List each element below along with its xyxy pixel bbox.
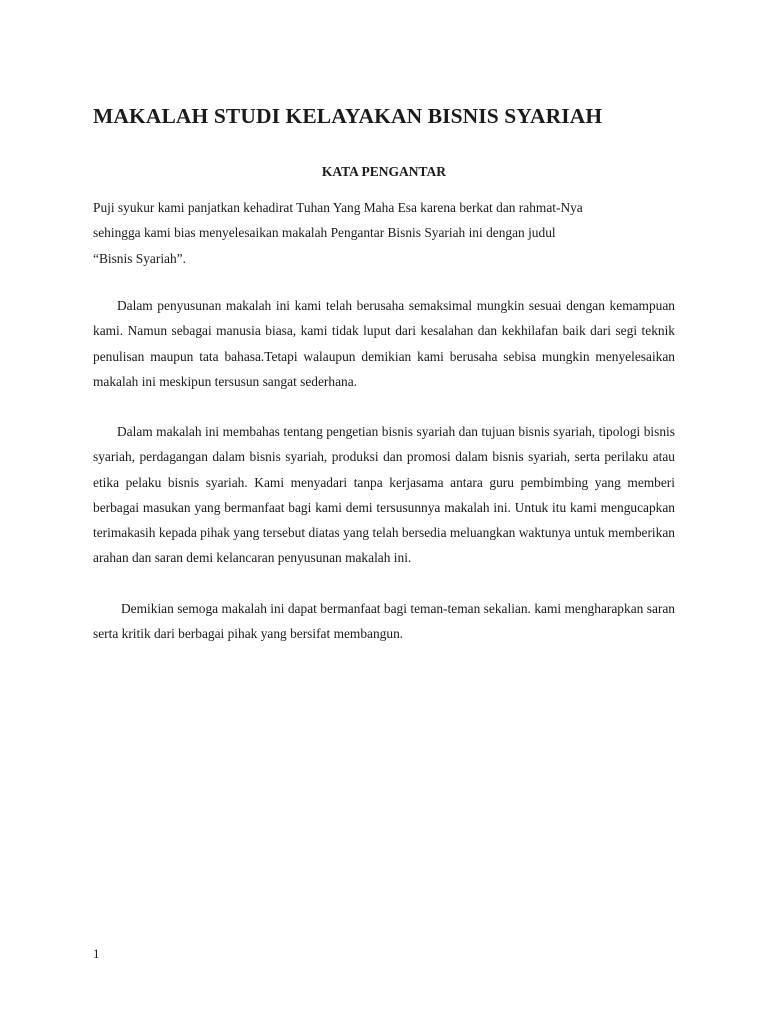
intro-line: “Bisnis Syariah”. <box>93 250 186 266</box>
paragraph-closing: Demikian semoga makalah ini dapat bermanfaat bagi teman-teman sekalian. kami mengharapkan saran serta kritik dari berbagai pihak yang bersifat membangun. <box>93 601 675 642</box>
page-number: 1 <box>93 946 100 961</box>
paragraph-content-summary: Dalam makalah ini membahas tentang pengetian bisnis syariah dan tujuan bisnis syariah, tipologi bisnis syariah, perdagangan dalam bisnis syariah, produksi dan promosi dalam bisnis syariah, serta perilaku atau etika pelaku bisnis syariah. Kami menyadari tanpa kerjasama antara guru pembimbing yang memberi berbagai masukan yang bermanfaat bagi kami demi tersusunnya makalah ini. Untuk itu kami mengucapkan terimakasih kepada pihak yang tersebut diatas yang telah bersedia meluangkan waktunya untuk memberikan arahan dan saran demi kelancaran penyusunan makalah ini. <box>93 424 675 566</box>
document-title: MAKALAH STUDI KELAYAKAN BISNIS SYARIAH <box>93 104 603 128</box>
paragraph-compilation: Dalam penyusunan makalah ini kami telah berusaha semaksimal mungkin sesuai dengan kemampuan kami. Namun sebagai manusia biasa, kami tidak luput dari kesalahan dan kekhilafan baik dari segi teknik penulisan maupun tata bahasa.Tetapi walaupun demikian kami berusaha sebisa mungkin menyelesaikan makalah ini meskipun tersusun sangat sederhana. <box>93 298 675 389</box>
intro-line: sehingga kami bias menyelesaikan makalah Pengantar Bisnis Syariah ini dengan judul <box>93 225 556 241</box>
section-heading: KATA PENGANTAR <box>321 164 447 179</box>
intro-paragraph <box>93 195 675 271</box>
intro-line: Puji syukur kami panjatkan kehadirat Tuhan Yang Maha Esa karena berkat dan rahmat-Nya <box>93 200 583 215</box>
